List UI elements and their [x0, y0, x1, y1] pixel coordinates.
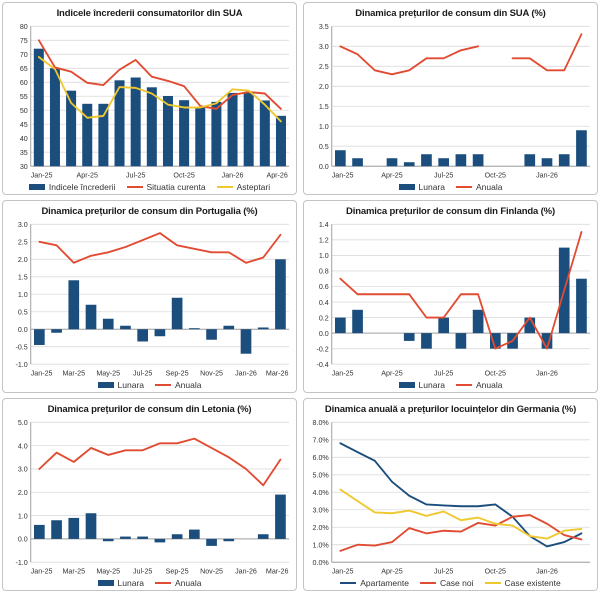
bar [51, 329, 62, 332]
legend-item [420, 578, 474, 588]
y-tick-label: 3.0 [318, 41, 329, 52]
bar [576, 279, 587, 333]
panel-cpi-usa [303, 2, 598, 195]
y-tick-label: 2.5 [17, 237, 28, 247]
line-series [340, 232, 581, 349]
y-tick-label: -0.4 [316, 359, 329, 370]
bar [68, 280, 79, 329]
chart-title-house-prices-germany: Dinamica anuală a prețurilor locuințelor din Germania (%) [324, 404, 577, 415]
y-tick-label: 3.0 [17, 219, 28, 230]
legend-line-swatch-icon [127, 186, 143, 188]
legend-label: Asteptari [236, 181, 271, 192]
bar [275, 495, 286, 539]
y-tick-label: 4.0% [312, 487, 329, 498]
x-tick-label: Jul-25 [125, 170, 146, 180]
bar [275, 259, 286, 329]
y-tick-label: 0.5 [17, 307, 28, 317]
chart-plot-cpi-latvia [5, 417, 294, 576]
bar [223, 539, 234, 541]
bar [51, 520, 62, 539]
y-tick-label: -1.0 [15, 557, 28, 568]
y-tick-label: 65 [19, 63, 28, 74]
chart-plot-consumer-confidence-usa [5, 21, 294, 180]
bar [241, 329, 252, 353]
legend-label: Case noi [439, 577, 474, 588]
y-tick-label: 1.0 [318, 250, 329, 261]
x-tick-label: Jul-25 [132, 566, 153, 576]
bar [34, 49, 44, 167]
x-tick-label: Apr-25 [381, 170, 403, 180]
y-tick-label: 5.0% [312, 470, 329, 480]
legend-line-swatch-icon [420, 582, 436, 584]
x-tick-label: Oct-25 [484, 170, 507, 180]
x-tick-label: Oct-25 [484, 368, 507, 378]
x-tick-label: Nov-25 [200, 368, 224, 378]
y-tick-label: 1.0% [312, 540, 329, 550]
y-tick-label: 0.0 [318, 161, 329, 172]
x-tick-label: Apr-25 [381, 566, 403, 576]
y-tick-label: 1.0 [318, 121, 329, 132]
bar [421, 154, 432, 166]
y-tick-label: 70 [19, 49, 28, 60]
x-tick-label: Mar-25 [62, 368, 86, 378]
legend-label: Case existente [504, 577, 561, 588]
y-tick-label: 1.5 [318, 101, 329, 112]
legend-label: Lunara [117, 577, 144, 588]
y-tick-label: 2.0 [318, 81, 329, 92]
y-tick-label: 0.0% [312, 557, 329, 568]
bar [276, 116, 286, 166]
y-tick-label: 30 [19, 161, 28, 172]
bar [260, 100, 270, 166]
bar [206, 539, 217, 546]
chart-plot-cpi-finland [306, 219, 595, 378]
y-tick-label: 60 [19, 77, 28, 88]
bar [438, 158, 449, 166]
bar [172, 534, 183, 539]
y-tick-label: 1.0 [17, 511, 28, 521]
y-tick-label: 3.0% [312, 505, 329, 515]
y-tick-label: 75 [19, 35, 28, 46]
legend-bar-swatch-icon [98, 580, 114, 586]
legend-label: Lunara [117, 379, 144, 390]
legend-item [399, 380, 445, 390]
bar [131, 78, 141, 167]
x-tick-label: Jan-25 [30, 170, 53, 180]
panel-cpi-finland [303, 200, 598, 393]
y-tick-label: 0.0 [17, 324, 28, 335]
x-tick-label: Apr-25 [381, 368, 403, 378]
bar [473, 154, 484, 166]
bar [244, 93, 254, 166]
x-tick-label: Jan-26 [235, 566, 257, 576]
chart-legend-cpi-portugal [5, 378, 294, 391]
bar [211, 102, 221, 166]
y-tick-label: 40 [19, 133, 28, 144]
legend-item [456, 380, 502, 390]
y-tick-label: 0.2 [318, 313, 329, 323]
bar [68, 518, 79, 539]
bar [223, 326, 234, 329]
x-tick-label: Mar-26 [265, 368, 289, 378]
y-tick-label: 55 [19, 91, 28, 102]
bar [179, 100, 189, 166]
legend-item [98, 380, 144, 390]
bar [352, 310, 363, 333]
x-tick-label: Sep-25 [165, 368, 189, 378]
legend-bar-swatch-icon [399, 382, 415, 388]
y-tick-label: 0.6 [318, 282, 329, 292]
y-tick-label: 5.0 [17, 417, 28, 428]
legend-label: Lunara [418, 181, 445, 192]
legend-label: Anuala [476, 181, 503, 192]
bar [456, 333, 467, 349]
line-series [340, 46, 478, 74]
y-tick-label: 1.0 [17, 289, 28, 300]
y-tick-label: 4.0 [17, 441, 28, 451]
x-tick-label: Jul-25 [433, 170, 454, 180]
legend-line-swatch-icon [217, 186, 233, 188]
y-tick-label: 1.4 [318, 219, 329, 230]
y-tick-label: 3.5 [318, 21, 329, 32]
bar [456, 154, 467, 166]
chart-legend-consumer-confidence-usa [5, 180, 294, 193]
legend-bar-swatch-icon [399, 184, 415, 190]
y-tick-label: 0.5 [318, 141, 329, 152]
bar [404, 162, 415, 166]
x-tick-label: Jul-25 [433, 368, 454, 378]
x-tick-label: Jan-25 [331, 368, 354, 378]
chart-title-cpi-finland: Dinamica prețurilor de consum din Finlanda (%) [346, 206, 555, 217]
bar [98, 104, 108, 166]
bar [258, 534, 269, 539]
x-tick-label: Jan-25 [30, 566, 53, 576]
y-tick-label: 2.0 [17, 487, 28, 498]
legend-item [217, 182, 271, 192]
y-tick-label: 45 [19, 119, 28, 130]
bar [559, 154, 570, 166]
bar [189, 530, 200, 539]
y-tick-label: 8.0% [312, 417, 329, 428]
bar [120, 537, 131, 539]
bar [404, 333, 415, 341]
bar [576, 130, 587, 166]
bar [34, 525, 45, 539]
bar [542, 158, 553, 166]
y-tick-label: 6.0% [312, 452, 329, 463]
legend-item [127, 182, 206, 192]
y-tick-label: 50 [19, 105, 28, 116]
x-tick-label: May-25 [96, 566, 121, 576]
panel-house-prices-germany [303, 398, 598, 591]
chart-plot-house-prices-germany [306, 417, 595, 576]
legend-item [29, 182, 116, 192]
bar [172, 298, 183, 329]
y-tick-label: 0.0 [17, 534, 28, 544]
bar [34, 329, 45, 345]
bar [438, 318, 449, 334]
bar [86, 513, 97, 539]
chart-title-cpi-latvia: Dinamica prețurilor de consum din Letonia (%) [47, 404, 252, 415]
bar [335, 150, 346, 166]
bar [155, 539, 166, 542]
x-tick-label: Jul-25 [132, 368, 153, 378]
chart-legend-house-prices-germany [306, 576, 595, 589]
x-tick-label: Jan-26 [221, 170, 244, 180]
bar [195, 107, 205, 166]
x-tick-label: Jan-26 [235, 368, 257, 378]
chart-plot-cpi-portugal [5, 219, 294, 378]
bar [86, 305, 97, 329]
x-tick-label: Apr-25 [76, 170, 98, 180]
legend-line-swatch-icon [340, 582, 356, 584]
y-tick-label: 2.5 [318, 61, 329, 72]
panel-cpi-portugal [2, 200, 297, 393]
legend-item [485, 578, 561, 588]
y-tick-label: -0.5 [15, 342, 28, 352]
legend-line-swatch-icon [155, 384, 171, 386]
x-tick-label: Oct-25 [484, 566, 507, 576]
x-tick-label: Jan-26 [536, 368, 558, 378]
legend-line-swatch-icon [485, 582, 501, 584]
x-tick-label: Apr-26 [266, 170, 288, 180]
panel-consumer-confidence-usa [2, 2, 297, 195]
x-tick-label: Jan-25 [331, 566, 354, 576]
x-tick-label: Mar-25 [62, 566, 86, 576]
y-tick-label: 80 [19, 21, 28, 32]
bar [421, 333, 432, 349]
legend-bar-swatch-icon [98, 382, 114, 388]
y-tick-label: -1.0 [15, 359, 28, 370]
legend-item [456, 182, 502, 192]
legend-label: Lunara [418, 379, 445, 390]
bar [163, 96, 173, 166]
line-series [39, 233, 280, 263]
y-tick-label: 35 [19, 147, 28, 158]
chart-title-consumer-confidence-usa: Indicele încrederii consumatorilor din SUA [56, 8, 243, 19]
x-tick-label: Nov-25 [200, 566, 224, 576]
bar [103, 539, 114, 541]
legend-item [340, 578, 409, 588]
x-tick-label: Jan-25 [331, 170, 354, 180]
legend-label: Apartamente [360, 577, 409, 588]
y-tick-label: -0.2 [316, 344, 329, 354]
bar [137, 329, 148, 341]
y-tick-label: 1.5 [17, 272, 28, 282]
chart-legend-cpi-finland [306, 378, 595, 391]
bar [189, 328, 200, 329]
bar [352, 158, 363, 166]
x-tick-label: May-25 [96, 368, 121, 378]
x-tick-label: Oct-25 [173, 170, 195, 180]
x-tick-label: Jan-26 [536, 566, 558, 576]
chart-plot-cpi-usa [306, 21, 595, 180]
bar [155, 329, 166, 336]
y-tick-label: 0.8 [318, 266, 329, 276]
x-tick-label: Jul-25 [433, 566, 454, 576]
bar [147, 87, 157, 166]
legend-label: Situatia curenta [146, 181, 206, 192]
bar [524, 154, 535, 166]
bar [50, 68, 60, 166]
legend-item [399, 182, 445, 192]
y-tick-label: 3.0 [17, 464, 28, 474]
y-tick-label: 2.0 [17, 254, 28, 265]
bar [387, 158, 398, 166]
panel-cpi-latvia [2, 398, 297, 591]
x-tick-label: Sep-25 [165, 566, 189, 576]
bar [335, 318, 346, 334]
chart-title-cpi-usa: Dinamica prețurilor de consum din SUA (%) [355, 8, 546, 19]
legend-line-swatch-icon [456, 384, 472, 386]
bar [82, 104, 92, 166]
y-tick-label: 0.4 [318, 297, 329, 307]
bar [258, 327, 269, 329]
bar [206, 329, 217, 339]
chart-legend-cpi-usa [306, 180, 595, 193]
legend-label: Anuala [175, 577, 202, 588]
legend-label: Indicele încrederii [48, 181, 116, 192]
legend-item [155, 380, 201, 390]
y-tick-label: 0.0 [318, 328, 329, 338]
y-tick-label: 2.0% [312, 522, 329, 533]
line-series [513, 34, 582, 70]
legend-line-swatch-icon [155, 582, 171, 584]
x-tick-label: Jan-25 [30, 368, 53, 378]
legend-item [98, 578, 144, 588]
chart-legend-cpi-latvia [5, 576, 294, 589]
chart-title-cpi-portugal: Dinamica prețurilor de consum din Portugalia (%) [41, 206, 258, 217]
x-tick-label: Mar-26 [265, 566, 289, 576]
bar [137, 537, 148, 539]
x-tick-label: Jan-26 [536, 170, 558, 180]
legend-bar-swatch-icon [29, 184, 45, 190]
bar [473, 310, 484, 333]
legend-item [155, 578, 201, 588]
bar [103, 319, 114, 329]
legend-line-swatch-icon [456, 186, 472, 188]
y-tick-label: 7.0% [312, 435, 329, 445]
legend-label: Anuala [175, 379, 202, 390]
bar [228, 93, 238, 166]
y-tick-label: 1.2 [318, 235, 329, 245]
legend-label: Anuala [476, 379, 503, 390]
bar [120, 326, 131, 329]
